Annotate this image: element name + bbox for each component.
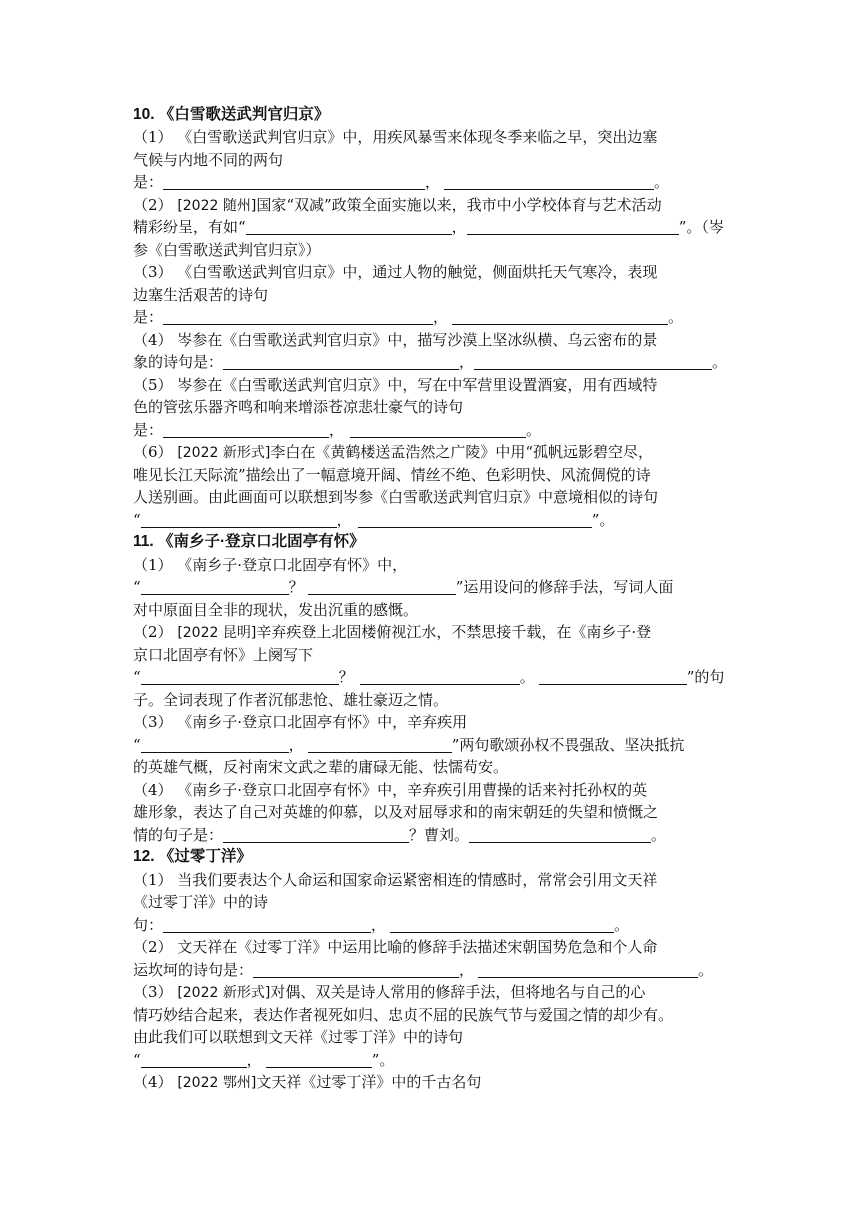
question-text: （3） 《南乡子·登京口北固亭有怀》中，辛弃疾用 xyxy=(133,713,468,731)
answer-blank[interactable] xyxy=(478,961,698,978)
answer-line xyxy=(133,959,713,982)
answer-blank[interactable] xyxy=(469,826,651,843)
question-text: 是： xyxy=(133,308,164,326)
question-text: 精彩纷呈，有如“ xyxy=(133,218,246,236)
punct: ， xyxy=(425,173,441,191)
answer-blank[interactable] xyxy=(350,421,526,438)
answer-blank[interactable] xyxy=(360,668,520,685)
question-text: 象的诗句是： xyxy=(133,353,224,371)
question-text: 国家“双减”政策全面实施以来，我市中小学校体育与艺术活动 xyxy=(256,196,662,214)
question-number: （6） xyxy=(133,443,178,461)
answer-blank[interactable] xyxy=(163,421,329,438)
question-text: 子。全词表现了作者沉郁悲怆、雄壮豪迈之情。 xyxy=(133,691,449,709)
question-text: （1） 《白雪歌送武判官归京》中，用疾风暴雪来体现冬季来临之早，突出边塞 xyxy=(133,128,658,146)
question-text: （2） 文天祥在《过零丁洋》中运用比喻的修辞手法描述宋朝国势危急和个人命 xyxy=(133,938,658,956)
answer-line xyxy=(133,824,666,847)
answer-line xyxy=(133,576,673,599)
source-tag: [2022 鄂州] xyxy=(177,1075,257,1091)
punct: ”。 xyxy=(591,511,615,529)
question-text: （4） 《南乡子·登京口北固亭有怀》中，辛弃疾引用曹操的话来衬托孙权的英 xyxy=(133,781,648,799)
answer-blank[interactable] xyxy=(308,578,456,595)
punct: ？ xyxy=(338,668,354,686)
answer-blank[interactable] xyxy=(141,511,337,528)
question-text: 《过零丁洋》中的诗 xyxy=(133,893,269,911)
punct: 。 xyxy=(519,668,535,686)
question-text: 边塞生活艰苦的诗句 xyxy=(133,286,269,304)
question-text xyxy=(133,981,645,1005)
question-text: 气候与内地不同的两句 xyxy=(133,151,284,169)
emphasis-text: 地名与自己的心 xyxy=(540,983,646,1001)
punct: “ xyxy=(133,511,141,529)
question-text: ？曹刘。 xyxy=(409,826,470,844)
source-tag: [2022 新形式] xyxy=(177,985,271,1001)
question-text: 的英雄气概，反衬南宋文武之辈的庸碌无能、怯懦苟安。 xyxy=(133,758,509,776)
question-text xyxy=(133,1071,481,1095)
punct: 。 xyxy=(698,961,714,979)
answer-blank[interactable] xyxy=(467,218,679,235)
question-text: （1） 《南乡子·登京口北固亭有怀》中， xyxy=(133,556,408,574)
punct: ， xyxy=(459,961,475,979)
punct: 。 xyxy=(654,173,670,191)
answer-blank[interactable] xyxy=(141,1051,247,1068)
answer-line xyxy=(133,419,541,442)
answer-line xyxy=(133,351,727,374)
answer-blank[interactable] xyxy=(223,826,409,843)
answer-line xyxy=(133,734,684,757)
answer-blank[interactable] xyxy=(141,668,339,685)
answer-blank[interactable] xyxy=(163,308,433,325)
answer-blank[interactable] xyxy=(452,308,668,325)
source-tag: [2022 随州] xyxy=(177,198,257,214)
question-text: 文天祥《过零丁洋》中的千古名句 xyxy=(256,1073,482,1091)
question-number: （2） xyxy=(133,196,178,214)
answer-blank[interactable] xyxy=(253,961,459,978)
section-title: 12. 《过零丁洋》 xyxy=(133,848,252,865)
question-text: 辛弃疾登上北固楼俯视江水，不禁思接千载，在《南乡子·登 xyxy=(256,623,652,641)
question-text: ”两句歌颂孙权不畏强敌、坚决抵抗 xyxy=(451,736,685,754)
question-number: （2） xyxy=(133,623,178,641)
question-text: （1） 当我们要表达个人命运和国家命运紧密相连的情感时，常常会引用文天祥 xyxy=(133,871,658,889)
answer-line xyxy=(133,171,669,194)
answer-line xyxy=(133,914,629,937)
answer-blank[interactable] xyxy=(163,173,425,190)
question-text: 是： xyxy=(133,173,164,191)
punct: ”。 xyxy=(371,1051,395,1069)
question-text xyxy=(133,194,662,218)
question-text: 运坎坷的诗句是： xyxy=(133,961,254,979)
answer-blank[interactable] xyxy=(246,218,452,235)
punct: ， xyxy=(246,1051,262,1069)
punct: ， xyxy=(336,511,352,529)
question-text xyxy=(133,441,653,465)
question-text: ”。（岑 xyxy=(678,218,724,236)
punct: ， xyxy=(451,218,467,236)
question-text: 由此我们可以联想到文天祥《过零丁洋》中的诗句 xyxy=(133,1028,464,1046)
punct: 。 xyxy=(712,353,728,371)
punct: ， xyxy=(329,421,345,439)
question-text: 对偶、双关是诗人常用的修辞手法，但将 xyxy=(270,983,541,1001)
punct: 。 xyxy=(526,421,542,439)
answer-blank[interactable] xyxy=(141,736,289,753)
question-text: ”的句 xyxy=(686,668,725,686)
answer-line xyxy=(133,306,683,329)
answer-line xyxy=(133,1049,394,1072)
punct: “ xyxy=(133,668,141,686)
question-text: 李白在《黄鹤楼送孟浩然之广陵》中用“孤帆远影碧空尽， xyxy=(270,443,653,461)
punct: “ xyxy=(133,578,141,596)
punct: ， xyxy=(433,308,449,326)
section-title: 10. 《白雪歌送武判官归京》 xyxy=(133,106,330,123)
answer-blank[interactable] xyxy=(266,1051,372,1068)
question-text: 情巧妙结合起来，表达作者视死如归、忠贞不屈的民族气节与爱国之情的却少有。 xyxy=(133,1006,674,1024)
answer-blank[interactable] xyxy=(474,353,712,370)
question-number: （4） xyxy=(133,1073,178,1091)
answer-blank[interactable] xyxy=(358,511,592,528)
punct: ， xyxy=(459,353,475,371)
question-text: 是： xyxy=(133,421,164,439)
punct: 。 xyxy=(614,916,630,934)
answer-line xyxy=(133,216,724,239)
question-text: ”运用设问的修辞手法，写词人面 xyxy=(455,578,674,596)
punct: “ xyxy=(133,1051,141,1069)
answer-blank[interactable] xyxy=(163,916,371,933)
question-text: 情的句子是： xyxy=(133,826,224,844)
question-text: （5） 岑参在《白雪歌送武判官归京》中，写在中军营里设置酒宴，用有西域特 xyxy=(133,376,658,394)
question-text: 参《白雪歌送武判官归京》） xyxy=(133,241,321,259)
answer-blank[interactable] xyxy=(539,668,687,685)
answer-line xyxy=(133,666,724,689)
question-text: 对中原面目全非的现状，发出沉重的感慨。 xyxy=(133,601,419,619)
question-text: 雄形象，表达了自己对英雄的仰慕，以及对屈辱求和的南宋朝廷的失望和愤慨之 xyxy=(133,803,659,821)
answer-blank[interactable] xyxy=(308,736,452,753)
question-text: （4） 岑参在《白雪歌送武判官归京》中，描写沙漠上坚冰纵横、乌云密布的景 xyxy=(133,331,658,349)
punct: ， xyxy=(288,736,304,754)
answer-blank[interactable] xyxy=(223,353,459,370)
question-text: 唯见长江天际流”描绘出了一幅意境开阔、情丝不绝、色彩明快、风流倜傥的诗 xyxy=(133,466,651,484)
section-title: 11. 《南乡子·登京口北固亭有怀》 xyxy=(133,533,365,550)
answer-blank[interactable] xyxy=(141,578,289,595)
question-text: 句： xyxy=(133,916,164,934)
question-text: 京口北固亭有怀》上阕写下 xyxy=(133,646,314,664)
source-tag: [2022 昆明] xyxy=(177,625,257,641)
question-text: 色的管弦乐器齐鸣和响来增添苍凉悲壮豪气的诗句 xyxy=(133,398,464,416)
punct: 。 xyxy=(651,826,667,844)
question-number: （3） xyxy=(133,983,178,1001)
answer-line xyxy=(133,509,614,532)
question-text xyxy=(133,621,651,645)
answer-blank[interactable] xyxy=(390,916,614,933)
punct: ， xyxy=(371,916,387,934)
punct: 。 xyxy=(668,308,684,326)
source-tag: [2022 新形式] xyxy=(177,445,271,461)
question-text: （3） 《白雪歌送武判官归京》中，通过人物的触觉，侧面烘托天气寒冷，表现 xyxy=(133,263,658,281)
punct: “ xyxy=(133,736,141,754)
punct: ？ xyxy=(288,578,304,596)
question-text: 人送别画。由此画面可以联想到岑参《白雪歌送武判官归京》中意境相似的诗句 xyxy=(133,488,659,506)
answer-blank[interactable] xyxy=(444,173,654,190)
